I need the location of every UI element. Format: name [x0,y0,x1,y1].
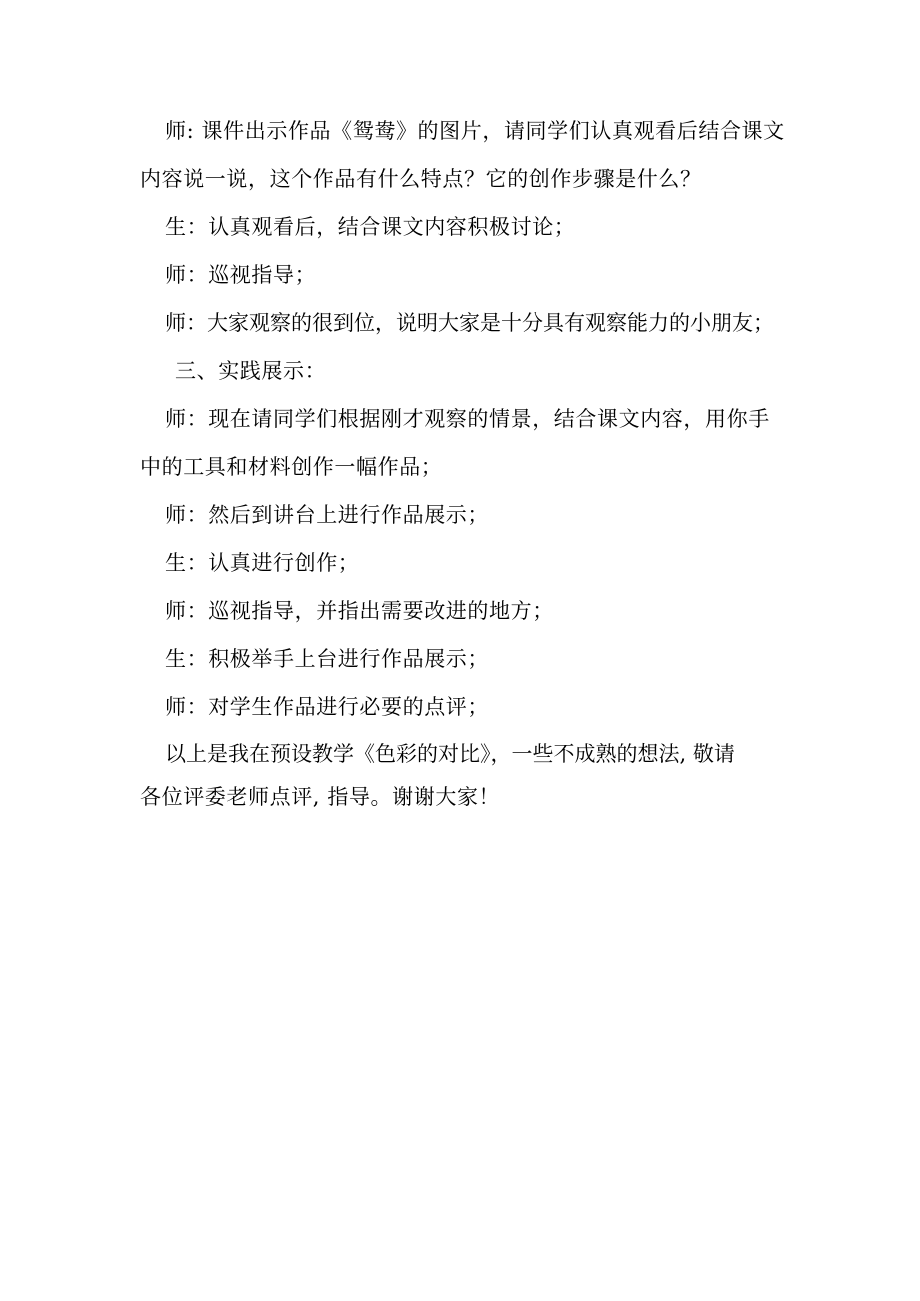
text-line-10: 生：认真进行创作； [165,551,360,575]
text-line-13: 师：对学生作品进行必要的点评； [165,695,489,719]
text-line-5: 师：大家观察的很到位，说明大家是十分具有观察能力的小朋友； [165,311,774,335]
section-heading: 三、实践展示： [175,359,327,383]
text-line-2: 内容说一说，这个作品有什么特点？它的创作步骤是什么？ [140,167,702,191]
text-line-11: 师：巡视指导，并指出需要改进的地方； [165,599,554,623]
text-line-9: 师：然后到讲台上进行作品展示； [165,503,489,527]
text-line-4: 师：巡视指导； [165,263,317,287]
text-line-12: 生：积极举手上台进行作品展示； [165,647,489,671]
text-line-8: 中的工具和材料创作一幅作品； [140,455,443,479]
text-line-3: 生：认真观看后，结合课文内容积极讨论； [165,215,576,239]
text-line-14: 以上是我在预设教学《色彩的对比》，一些不成熟的想法, 敬请 [165,742,735,766]
text-line-1: 师: 课件出示作品《鸳鸯》的图片，请同学们认真观看后结合课文 [165,119,785,143]
text-line-7: 师：现在请同学们根据刚才观察的情景，结合课文内容，用你手 [165,407,770,431]
text-line-15: 各位评委老师点评, 指导。谢谢大家！ [140,785,501,809]
